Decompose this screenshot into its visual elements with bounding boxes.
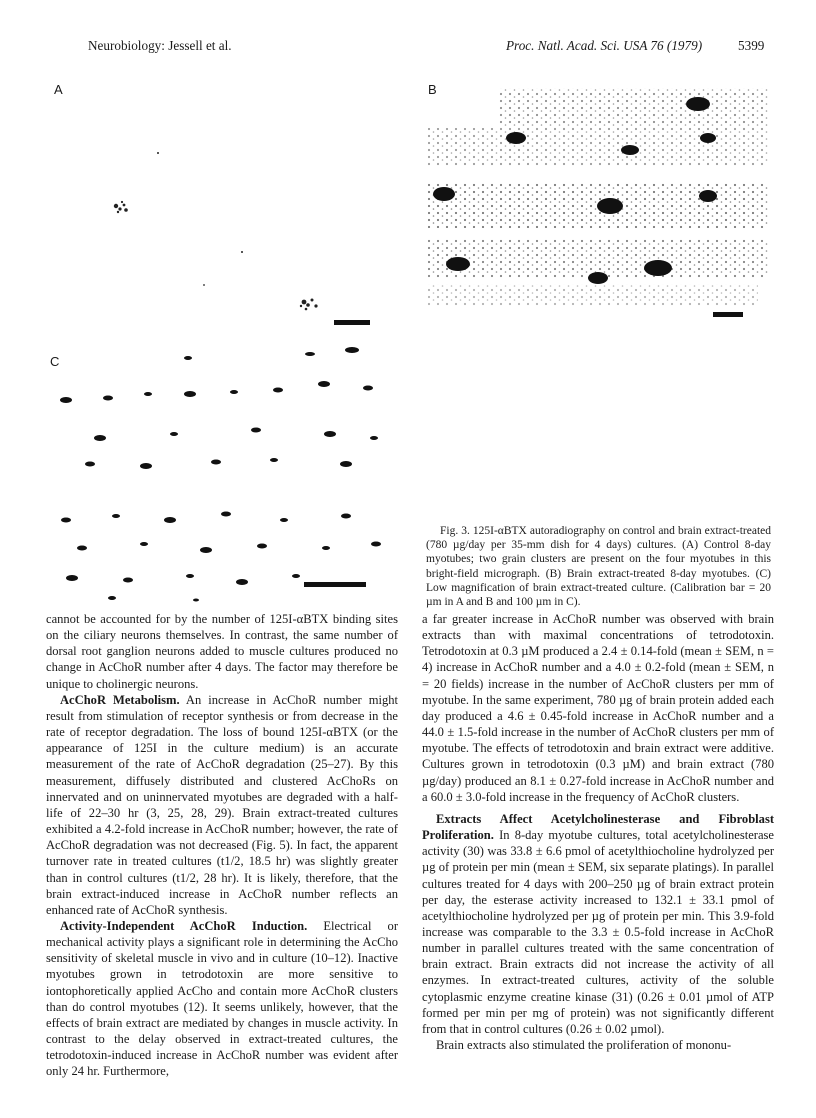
section-acchor-metabolism <box>46 692 398 918</box>
left-text-column <box>46 611 398 1080</box>
left-paragraph <box>46 611 398 692</box>
panel-label-b: B <box>428 82 437 97</box>
section-heading: Extracts Affect Acetylcholinesterase and Fibroblast Proliferation. <box>422 811 774 843</box>
figure-panel-a <box>46 78 401 340</box>
right-paragraph <box>422 611 774 805</box>
micrograph-c <box>46 344 401 608</box>
figure-panel-c <box>46 344 401 608</box>
right-paragraph-last <box>422 1037 774 1053</box>
left-paragraph-text: cannot be accounted for by the number of 125I-αBTX binding sites on the ciliary neurons themselves. In contrast, the same number of dorsal root ganglion neurons added to muscle cultures produced no change in AcChoR number after 4 days. The factor may therefore be unique to cholinergic neurons. <box>46 612 398 691</box>
micrograph-b <box>418 78 774 326</box>
section-body: An increase in AcChoR number might result from stimulation of receptor synthesis or from decrease in the rate of receptor degradation. The loss of bound 125I-αBTX (or the appearance of 125I in the culture medium) is an accurate measurement of the rate of AcChoR degradation (25–27). By this measurement, diffusely distributed and clustered AcChoRs on innervated and on uninnervated myotubes are degraded with a half-life of 22–30 hr (3, 25, 28, 29). Brain extract-treated cultures exhibited a 4.2-fold increase in AcChoR number; however, the rate of AcChoR degradation was not decreased (Fig. 5). In fact, the apparent turnover rate in treated cultures (t1/2, 18.5 hr) was slightly greater than in control cultures (t1/2, 28 hr). It is likely, therefore, that the brain extract-induced increase in AcChoR number reflects an enhanced rate of AcChoR synthesis. <box>46 692 398 917</box>
figure-panel-b <box>418 78 774 326</box>
running-header-authors: Neurobiology: Jessell et al. <box>88 38 232 53</box>
section-heading: Activity-Independent AcChoR Induction. <box>60 918 308 933</box>
figure-caption-text: Fig. 3. 125I-αBTX autoradiography on control and brain extract-treated (780 µg/day per 35-mm dish for 4 days) cultures. (A) Control 8-day myotubes; two grain clusters are present on the four myotubes in this bright-field micrograph. (B) Brain extract-treated 8-day myotubes. (C) Low magnification of brain extract-treated culture. (Calibration bar = 20 µm in A and B and 100 µm in C). <box>426 525 771 609</box>
section-body: In 8-day myotube cultures, total acetylcholinesterase activity (30) was 33.8 ± 6.6 pmol of acetylthiocholine hydrolyzed per µg of protein per min (mean ± SEM, six separate platings). In parallel cultures treated for 4 days with 200–250 µg of brain extract protein per day, the esterase activity increased to 132.1 ± 33.1 pmol of acetylthiocholine hydrolyzed per µg of protein per min. This 3.9-fold increase was comparable to the 3.3 ± 0.5-fold increase in AcChoR number in parallel cultures treated with the same concentration of brain extract. Brain extracts did not increase the activity of all enzymes. In extract-treated cultures, activity of the soluble cytoplasmic enzyme creatine kinase (31) (0.26 ± 0.01 µmol of ATP formed per min per mg of protein) was not significantly different from that in control cultures (0.26 ± 0.02 µmol). <box>422 828 774 1036</box>
panel-label-c: C <box>50 354 60 369</box>
figure-caption <box>426 524 771 609</box>
right-paragraph-text: a far greater increase in AcChoR number was observed with brain extracts than with maximal concentrations of tetrodotoxin. Tetrodotoxin at 0.3 µM produced a 2.4 ± 0.14-fold (mean ± SEM, n = 4) increase in AcChoR number and a 4.0 ± 0.2-fold (mean ± SEM, n = 20 fields) increase in the number of AcChoR clusters per mm of myotube. In the same experiment, 780 µg of brain protein added each day produced a 4.6 ± 0.45-fold increase in AcChoR number and a 44.0 ± 1.5-fold increase in the number of AcChoR clusters per mm of myotube. The effects of tetrodotoxin and brain extract were additive. Cultures grown in tetrodotoxin (0.3 µM) and brain extract (780 µg/day) produced an 8.1 ± 0.27-fold increase in AcChoR number and a 60.0 ± 3.0-fold increase in the frequency of AcChoR clusters. <box>422 612 774 804</box>
section-activity-independent <box>46 918 398 1080</box>
section-extracts-affect <box>422 811 774 1037</box>
right-paragraph-last-text: Brain extracts also stimulated the proliferation of mononu- <box>436 1038 732 1053</box>
micrograph-a <box>46 78 401 340</box>
right-text-column <box>422 611 774 1053</box>
section-heading: AcChoR Metabolism. <box>60 692 180 707</box>
running-header-journal: Proc. Natl. Acad. Sci. USA 76 (1979) <box>506 38 703 53</box>
section-body: Electrical or mechanical activity plays a significant role in determining the AcCho sensitivity of skeletal muscle in vivo and in culture (10–12). Inactive myotubes grown in tetrodotoxin are more sensitive to iontophoretically applied AcCho and contain more AcChoR clusters than do control myotubes (12). It seems unlikely, however, that the effects of brain extract are mediated by changes in muscle activity. In contrast to the delay observed in extract-treated cultures, the tetrodotoxin-induced increase in AcChoR number was evident after only 24 hr. Furthermore, <box>46 918 398 1079</box>
page-number: 5399 <box>738 38 765 53</box>
panel-label-a: A <box>54 82 63 97</box>
